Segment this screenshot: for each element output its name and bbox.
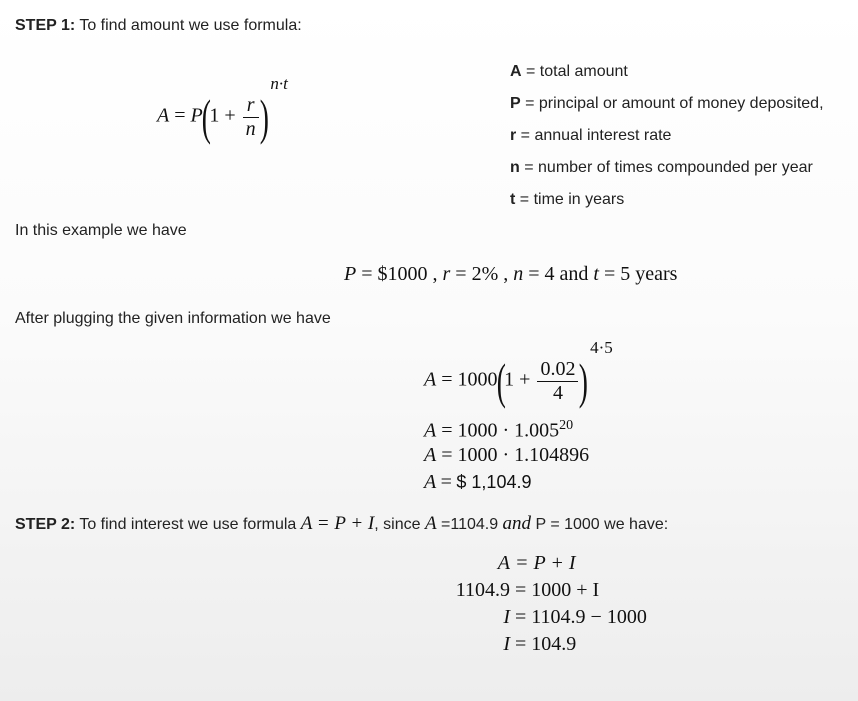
calc4-lhs: A [424, 471, 437, 493]
calc4-result: $ 1,104.9 [456, 472, 532, 492]
formula-one: 1 [209, 104, 220, 127]
interest-derivation [430, 550, 647, 658]
definition-item [510, 120, 824, 152]
calc-line-1 [424, 338, 613, 409]
step2-text2: , since [374, 516, 425, 533]
definition-item [510, 56, 824, 88]
calc3-lhs: A [424, 444, 437, 466]
calc3-rhs: = 1000 · 1.104896 [441, 444, 590, 466]
definition-var: r [510, 127, 517, 144]
definition-item [510, 88, 824, 120]
example-n-val: = 4 and [528, 263, 589, 285]
definition-item [510, 184, 824, 216]
interest-l2-rhs: = 1000 + I [515, 579, 600, 601]
step1-heading [15, 17, 302, 35]
calc1-close-paren: ) [579, 353, 589, 409]
definition-text: = total amount [521, 63, 628, 80]
definition-var: A [510, 63, 522, 80]
example-p-val: = $1000 , [361, 263, 438, 285]
definition-item [510, 152, 824, 184]
interest-l1-rhs: = P + I [515, 552, 576, 574]
interest-l3-rhs: = 1104.9 − 1000 [515, 606, 647, 628]
definition-text: = annual interest rate [516, 127, 672, 144]
calc2-superscript: 20 [559, 418, 574, 433]
interest-line [430, 631, 647, 658]
step2-and: and [502, 513, 532, 534]
definition-var: n [510, 159, 520, 176]
definition-text: = number of times compounded per year [519, 159, 813, 176]
example-intro: In this example we have [15, 222, 187, 239]
interest-l4-lhs: I [503, 633, 510, 655]
fraction-denominator: n [245, 117, 256, 140]
definition-text: = time in years [515, 191, 625, 208]
definition-var: P [510, 95, 521, 112]
formula-principal: P [190, 104, 203, 127]
interest-l4-rhs: = 104.9 [515, 633, 577, 655]
rate-fraction [243, 95, 259, 140]
definition-var: t [510, 191, 516, 208]
formula-exponent: n·t [270, 74, 288, 93]
calc1-lhs: A [424, 368, 437, 391]
formula-plus: + [224, 104, 236, 127]
calc1-plus: + [519, 368, 531, 391]
step1-text: To find amount we use formula: [75, 17, 302, 34]
calc1-numerator: 0.02 [537, 359, 578, 382]
example-t-val: = 5 years [603, 263, 678, 285]
interest-l2-lhs: 1104.9 [455, 579, 510, 601]
calc2-lhs: A [424, 419, 437, 442]
example-p-var: P [344, 263, 357, 285]
plug-intro: After plugging the given information we have [15, 310, 331, 327]
step2-heading [15, 513, 668, 535]
calc1-exponent: 4·5 [590, 338, 613, 357]
calc-line-4 [424, 471, 531, 494]
fraction-numerator: r [243, 95, 259, 118]
calc4-eq: = [440, 471, 452, 493]
open-paren: ( [201, 89, 211, 145]
interest-line [430, 577, 647, 604]
interest-line [430, 604, 647, 631]
calc1-fraction [537, 359, 578, 404]
step2-text3: P = 1000 we have: [531, 516, 669, 533]
example-t-var: t [593, 263, 599, 285]
step2-since-val: =1104.9 [436, 516, 503, 533]
example-r-var: r [442, 263, 451, 285]
close-paren: ) [259, 89, 269, 145]
calc2-rhs: = 1000 · 1.005 [441, 419, 560, 442]
formula-eq: = [174, 104, 186, 127]
compound-interest-formula [157, 74, 288, 145]
example-values [344, 263, 677, 286]
calc-line-3 [424, 444, 589, 467]
interest-line [430, 550, 647, 577]
step2-text1: To find interest we use formula [75, 516, 301, 533]
calc1-one: 1 [504, 368, 515, 391]
example-r-val: = 2% , [455, 263, 509, 285]
calc-line-2 [424, 418, 573, 443]
calc1-denominator: 4 [552, 381, 563, 404]
interest-l3-lhs: I [503, 606, 510, 628]
definition-text: = principal or amount of money deposited, [520, 95, 824, 112]
step2-formula-rest: = P + I [312, 513, 375, 534]
step1-label: STEP 1: [15, 17, 76, 34]
variable-definitions [510, 56, 824, 216]
step2-label: STEP 2: [15, 516, 76, 533]
step2-since-a: A [424, 513, 437, 534]
step2-formula-a: A [300, 513, 313, 534]
calc1-eq: = 1000 [441, 368, 498, 391]
interest-l1-lhs: A [497, 552, 510, 574]
formula-lhs: A [157, 104, 170, 127]
calc1-open-paren: ( [496, 353, 506, 409]
example-n-var: n [513, 263, 524, 285]
